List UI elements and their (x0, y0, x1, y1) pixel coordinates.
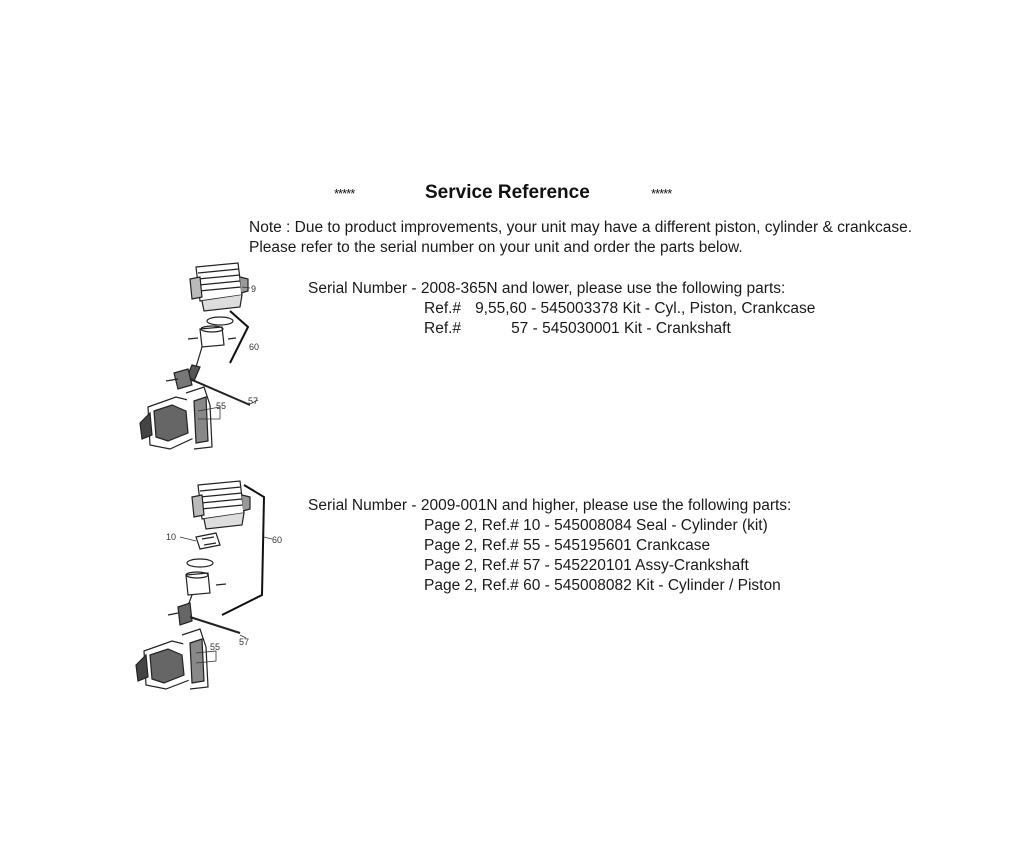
row-ref-label: Ref.# (424, 300, 462, 317)
section2-row: Page 2, Ref.# 57 - 545220101 Assy-Crankshaft (424, 557, 749, 574)
callout-9: 9 (251, 284, 257, 294)
section1-row (424, 319, 731, 339)
callout-55: 55 (210, 642, 221, 652)
page-title: Service Reference (425, 182, 590, 203)
callout-60: 60 (272, 535, 283, 545)
callout-57: 57 (248, 396, 259, 406)
callout-55: 55 (216, 401, 227, 411)
section2-row: Page 2, Ref.# 10 - 545008084 Seal - Cylinder (kit) (424, 517, 768, 534)
row-ref-label: Ref.# (424, 320, 462, 337)
callout-57: 57 (239, 637, 250, 647)
stars-left: ***** (334, 186, 355, 201)
note-line-1: Note : Due to product improvements, your unit may have a different piston, cylinder & crankcase. (249, 219, 913, 236)
row-part-description: - 545003378 Kit - Cyl., Piston, Crankcase (531, 300, 816, 317)
callout-10: 10 (166, 532, 177, 542)
row-ref-numbers: 9,55,60 (475, 300, 527, 317)
row-part-description: - 545030001 Kit - Crankshaft (532, 320, 731, 337)
callout-60: 60 (249, 342, 260, 352)
section2-row: Page 2, Ref.# 60 - 545008082 Kit - Cylinder / Piston (424, 577, 781, 594)
section1-heading: Serial Number - 2008-365N and lower, please use the following parts: (308, 280, 786, 297)
section2-row: Page 2, Ref.# 55 - 545195601 Crankcase (424, 537, 711, 554)
row-ref-numbers: 57 (511, 320, 529, 337)
exploded-parts-diagram-old (130, 255, 280, 460)
stars-right: ***** (651, 186, 672, 201)
section2-heading: Serial Number - 2009-001N and higher, please use the following parts: (308, 497, 792, 514)
section1-row (424, 299, 815, 319)
exploded-parts-diagram-new (130, 475, 290, 690)
note-line-2: Please refer to the serial number on your unit and order the parts below. (249, 239, 743, 256)
